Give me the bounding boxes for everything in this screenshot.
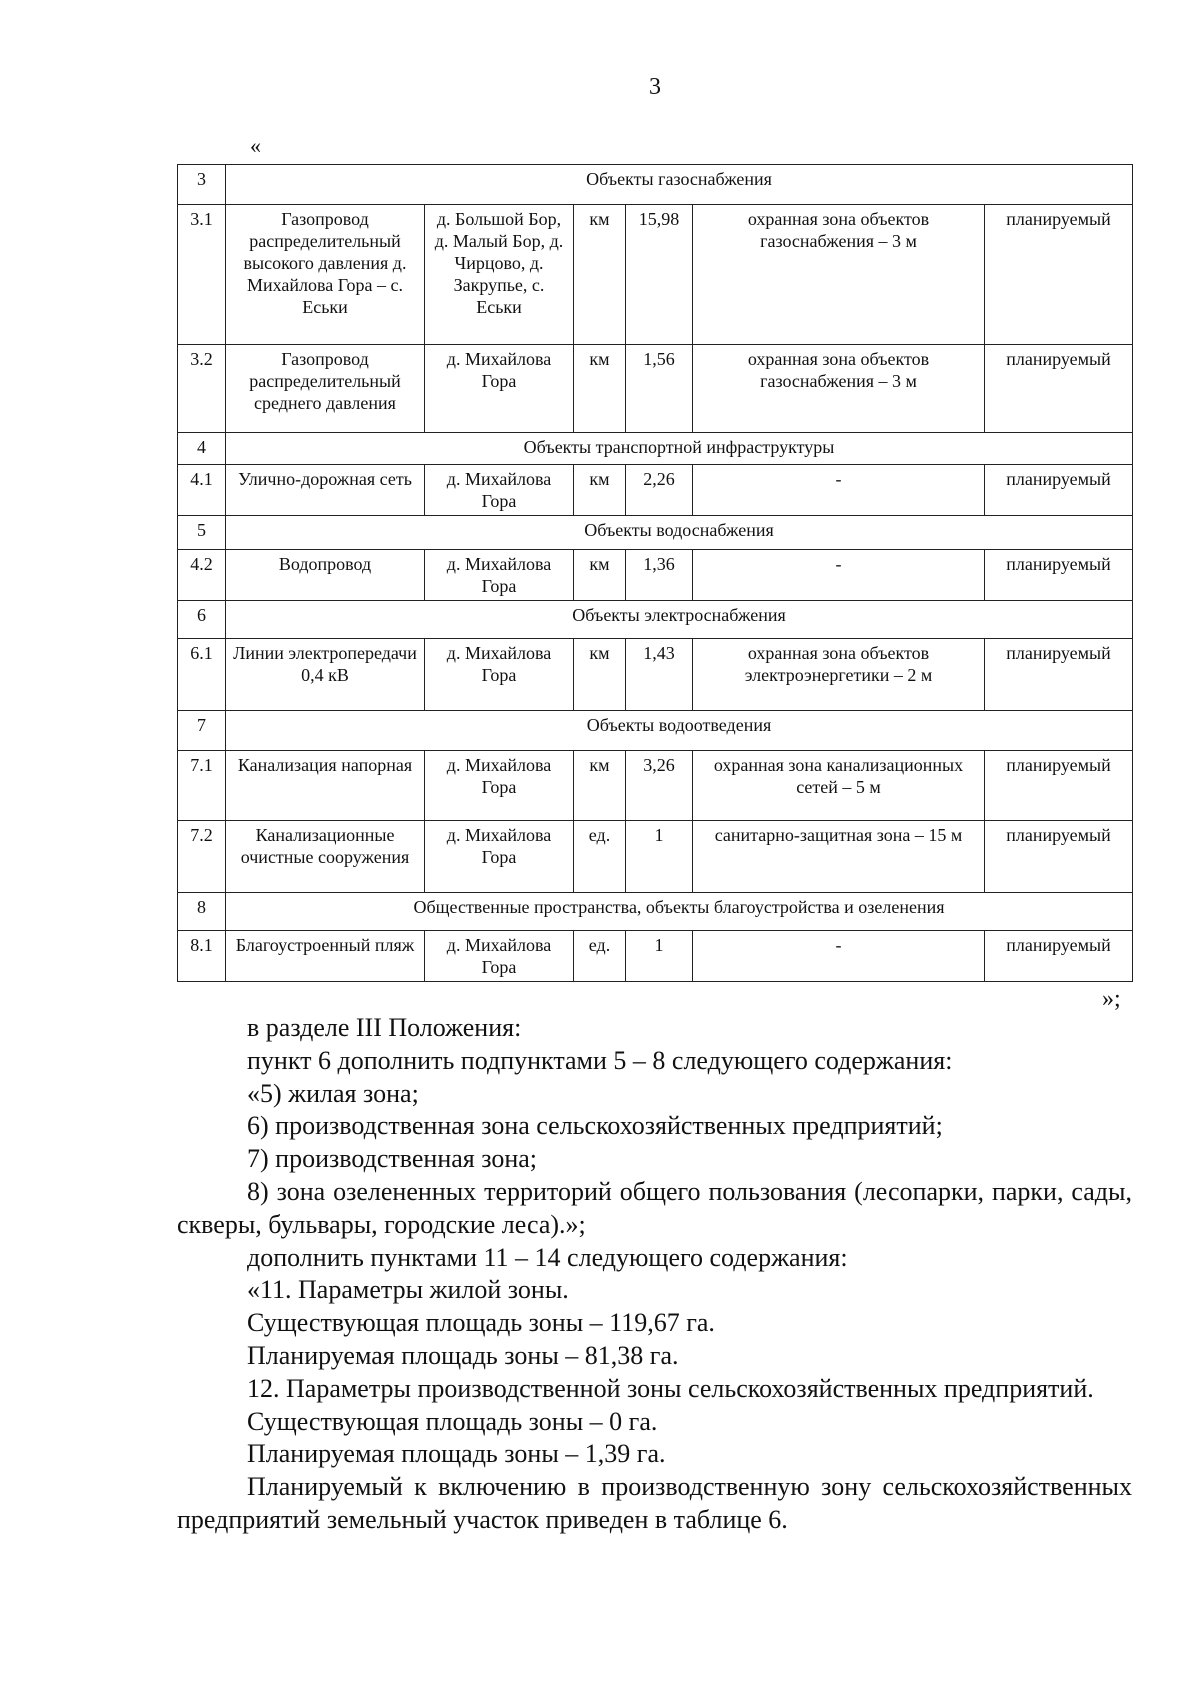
section-title: Объекты водоотведения — [226, 711, 1133, 751]
section-title: Объекты транспортной инфраструктуры — [226, 433, 1133, 465]
object-status: планируемый — [985, 205, 1133, 345]
paragraph: «11. Параметры жилой зоны. — [247, 1275, 569, 1305]
protection-zone: - — [693, 550, 985, 601]
section-row — [178, 516, 1133, 550]
table-row — [178, 345, 1133, 433]
object-name: Газопровод распределительный высокого давления д. Михайлова Гора – с. Еськи — [226, 205, 425, 345]
section-row — [178, 165, 1133, 205]
protection-zone: - — [693, 931, 985, 982]
table-row — [178, 821, 1133, 893]
section-number: 7 — [178, 711, 226, 751]
unit: км — [574, 345, 626, 433]
paragraph: в разделе III Положения: — [247, 1013, 522, 1042]
section-title: Объекты электроснабжения — [226, 601, 1133, 639]
quantity: 1,56 — [626, 345, 693, 433]
object-location: д. Михайлова Гора — [425, 465, 574, 516]
paragraph: 8) зона озелененных территорий общего пользования (лесопарки, парки, сады, скверы, бульвары, городские леса).»; — [177, 1176, 1132, 1239]
objects-table — [177, 164, 1133, 982]
section-number: 4 — [178, 433, 226, 465]
object-location: д. Михайлова Гора — [425, 751, 574, 821]
unit: км — [574, 550, 626, 601]
object-status: планируемый — [985, 345, 1133, 433]
paragraph: Существующая площадь зоны – 119,67 га. — [247, 1308, 715, 1338]
unit: км — [574, 751, 626, 821]
protection-zone: охранная зона объектов газоснабжения – 3 м — [693, 205, 985, 345]
object-name: Газопровод распределительный среднего давления — [226, 345, 425, 433]
section-number: 6 — [178, 601, 226, 639]
protection-zone: - — [693, 465, 985, 516]
section-title: Объекты газоснабжения — [226, 165, 1133, 205]
quantity: 2,26 — [626, 465, 693, 516]
quantity: 1 — [626, 931, 693, 982]
object-location: д. Большой Бор, д. Малый Бор, д. Чирцово, д. Закрупье, с. Еськи — [425, 205, 574, 345]
unit: ед. — [574, 821, 626, 893]
table-row — [178, 550, 1133, 601]
object-status: планируемый — [985, 639, 1133, 711]
paragraph: Существующая площадь зоны – 0 га. — [247, 1406, 658, 1436]
unit: ед. — [574, 931, 626, 982]
table-row — [178, 931, 1133, 982]
object-name: Водопровод — [226, 550, 425, 601]
row-number: 7.1 — [178, 751, 226, 821]
table-close-quote: »; — [1102, 986, 1121, 1012]
row-number: 4.1 — [178, 465, 226, 516]
table-row — [178, 205, 1133, 345]
section-row — [178, 601, 1133, 639]
section-title: Общественные пространства, объекты благоустройства и озеленения — [226, 893, 1133, 931]
section-number: 5 — [178, 516, 226, 550]
object-status: планируемый — [985, 931, 1133, 982]
object-name: Улично-дорожная сеть — [226, 465, 425, 516]
table-row — [178, 465, 1133, 516]
section-row — [178, 433, 1133, 465]
object-location: д. Михайлова Гора — [425, 931, 574, 982]
paragraph: дополнить пунктами 11 – 14 следующего содержания: — [247, 1242, 848, 1272]
quantity: 1,43 — [626, 639, 693, 711]
object-location: д. Михайлова Гора — [425, 550, 574, 601]
row-number: 7.2 — [178, 821, 226, 893]
section-number: 3 — [178, 165, 226, 205]
row-number: 3.2 — [178, 345, 226, 433]
protection-zone: охранная зона объектов электроэнергетики – 2 м — [693, 639, 985, 711]
row-number: 8.1 — [178, 931, 226, 982]
section-row — [178, 893, 1133, 931]
row-number: 3.1 — [178, 205, 226, 345]
row-number: 4.2 — [178, 550, 226, 601]
unit: км — [574, 465, 626, 516]
paragraph: 12. Параметры производственной зоны сельскохозяйственных предприятий. — [247, 1373, 1094, 1403]
quantity: 15,98 — [626, 205, 693, 345]
table-row — [178, 639, 1133, 711]
section-number: 8 — [178, 893, 226, 931]
page-number: 3 — [649, 74, 661, 100]
object-status: планируемый — [985, 550, 1133, 601]
protection-zone: санитарно-защитная зона – 15 м — [693, 821, 985, 893]
unit: км — [574, 205, 626, 345]
paragraph: 6) производственная зона сельскохозяйственных предприятий; — [247, 1111, 943, 1141]
paragraph: Планируемый к включению в производственную зону сельскохозяйственных предприятий земельный участок приведен в таблице 6. — [177, 1472, 1132, 1534]
protection-zone: охранная зона объектов газоснабжения – 3 м — [693, 345, 985, 433]
table-open-quote: « — [250, 133, 261, 158]
paragraph: Планируемая площадь зоны – 1,39 га. — [247, 1439, 666, 1469]
object-name: Канализационные очистные сооружения — [226, 821, 425, 893]
section-row — [178, 711, 1133, 751]
object-name: Линии электропередачи 0,4 кВ — [226, 639, 425, 711]
unit: км — [574, 639, 626, 711]
quantity: 1 — [626, 821, 693, 893]
object-status: планируемый — [985, 821, 1133, 893]
quantity: 3,26 — [626, 751, 693, 821]
object-location: д. Михайлова Гора — [425, 345, 574, 433]
object-location: д. Михайлова Гора — [425, 821, 574, 893]
paragraph: 7) производственная зона; — [247, 1144, 538, 1174]
paragraph: Планируемая площадь зоны – 81,38 га. — [247, 1340, 679, 1370]
paragraph: «5) жилая зона; — [247, 1078, 419, 1108]
objects-table-body — [178, 165, 1133, 982]
amendment-text — [177, 1012, 1132, 1537]
object-status: планируемый — [985, 751, 1133, 821]
object-name: Благоустроенный пляж — [226, 931, 425, 982]
row-number: 6.1 — [178, 639, 226, 711]
object-location: д. Михайлова Гора — [425, 639, 574, 711]
paragraph: пункт 6 дополнить подпунктами 5 – 8 следующего содержания: — [247, 1045, 953, 1075]
section-title: Объекты водоснабжения — [226, 516, 1133, 550]
protection-zone: охранная зона канализационных сетей – 5 м — [693, 751, 985, 821]
quantity: 1,36 — [626, 550, 693, 601]
table-row — [178, 751, 1133, 821]
object-status: планируемый — [985, 465, 1133, 516]
object-name: Канализация напорная — [226, 751, 425, 821]
